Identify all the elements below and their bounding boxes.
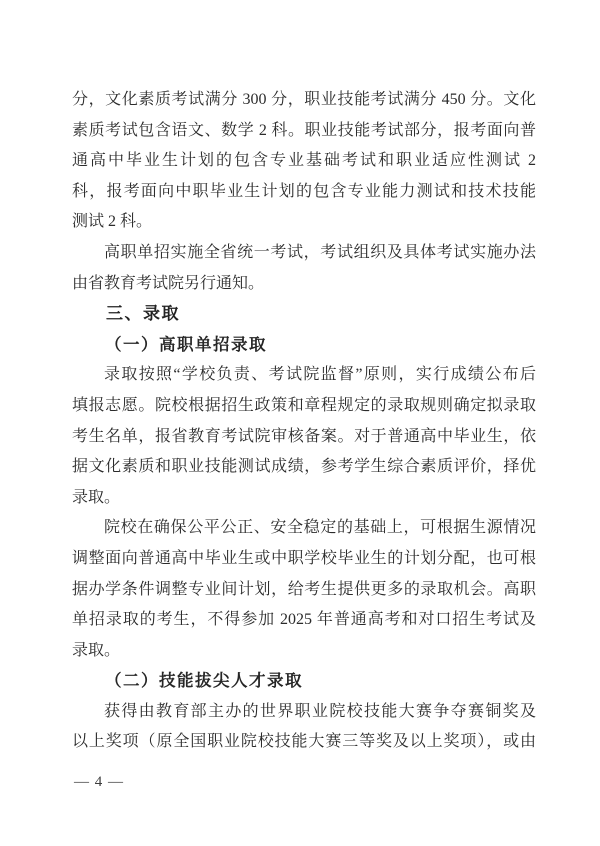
text-line: 据文化素质和职业技能测试成绩，参考学生综合素质评价，择优 (72, 458, 536, 476)
text-line: 据办学条件调整专业间计划，给考生提供更多的录取机会。高职 (72, 580, 536, 598)
text-line: 录取。 (72, 641, 121, 659)
text-line: 院校在确保公平公正、安全稳定的基础上，可根据生源情况 (104, 519, 536, 537)
text-line: 分，文化素质考试满分 300 分，职业技能考试满分 450 分。文化 (72, 91, 536, 108)
subsection-heading: （二）技能拔尖人才录取 (105, 671, 303, 691)
section-heading: 三、录取 (106, 304, 180, 324)
text-line: 素质考试包含语文、数学 2 科。职业技能考试部分，报考面向普 (72, 121, 536, 139)
page-number: — 4 — (74, 774, 124, 790)
text-line: 填报志愿。院校根据招生政策和章程规定的录取规则确定拟录取 (72, 396, 536, 414)
text-line: 考生名单，报省教育考试院审核备案。对于普通高中毕业生，依 (72, 427, 536, 445)
text-line: 调整面向普通高中毕业生或中职学校毕业生的计划分配，也可根 (72, 549, 536, 567)
subsection-heading: （一）高职单招录取 (105, 334, 267, 354)
document-text (72, 85, 536, 758)
text-line: 单招录取的考生，不得参加 2025 年普通高考和对口招生考试及 (72, 611, 536, 629)
text-line: 通高中毕业生计划的包含专业基础考试和职业适应性测试 2 (72, 152, 536, 170)
text-line: 以上奖项（原全国职业院校技能大赛三等奖及以上奖项），或由 (72, 733, 536, 751)
text-line: 录取。 (72, 488, 121, 506)
text-line: 获得由教育部主办的世界职业院校技能大赛争夺赛铜奖及 (104, 702, 536, 720)
text-line: 科，报考面向中职毕业生计划的包含专业能力测试和技术技能 (72, 182, 536, 200)
text-line: 录取按照“学校负责、考试院监督”原则，实行成绩公布后 (104, 366, 536, 384)
text-line: 测试 2 科。 (72, 213, 153, 231)
text-line: 高职单招实施全省统一考试，考试组织及具体考试实施办法 (104, 243, 536, 261)
text-line: 由省教育考试院另行通知。 (72, 274, 265, 292)
